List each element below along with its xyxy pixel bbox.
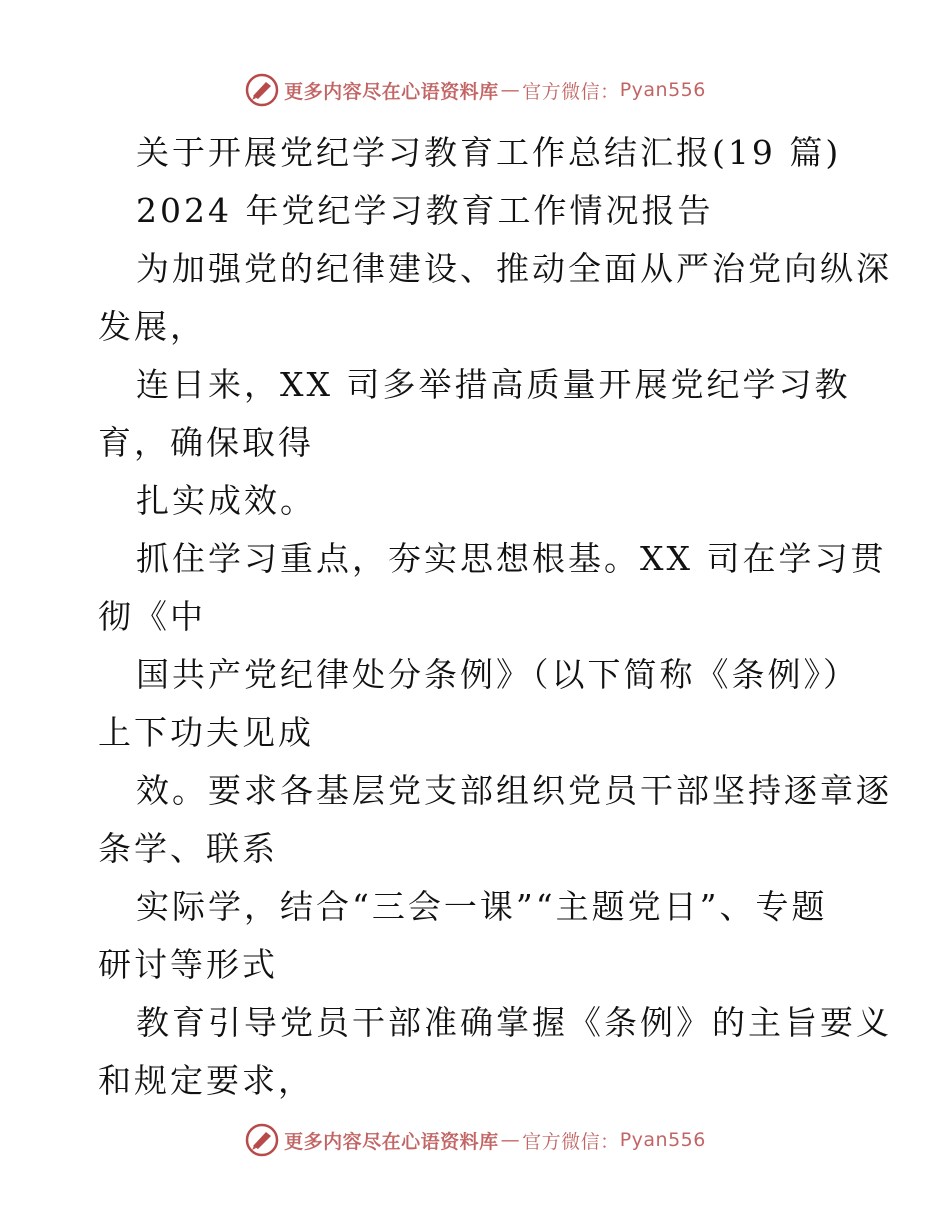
body-line: 效。要求各基层党支部组织党员干部坚持逐章逐: [136, 771, 892, 810]
body-line: 为加强党的纪律建设、推动全面从严治党向纵深: [136, 249, 892, 288]
report-subtitle: 2024 年党纪学习教育工作情况报告: [136, 191, 714, 230]
document-title: 关于开展党纪学习教育工作总结汇报(19 篇): [136, 133, 842, 172]
watermark-id: Pyan556: [619, 1129, 706, 1151]
pen-seal-icon: [244, 72, 280, 108]
body-line: 发展，: [98, 307, 206, 346]
pen-seal-icon: [244, 1122, 280, 1158]
watermark-separator: —: [500, 1129, 521, 1151]
body-line: 条学、联系: [98, 829, 278, 868]
body-line: 研讨等形式: [98, 945, 278, 984]
body-line: 抓住学习重点，夯实思想根基。XX 司在学习贯: [136, 539, 887, 578]
body-line: 扎实成效。: [136, 481, 316, 520]
body-line: 国共产党纪律处分条例》（以下简称《条例》）: [136, 655, 859, 694]
header-watermark: [0, 70, 950, 110]
body-line: 和规定要求，: [98, 1061, 314, 1100]
watermark-brand: 更多内容尽在心语资料库: [284, 1130, 499, 1153]
body-line: 彻《中: [98, 597, 206, 636]
watermark-label: 官方微信：: [522, 1130, 620, 1153]
watermark-brand: 更多内容尽在心语资料库: [284, 80, 499, 103]
footer-watermark: [0, 1120, 950, 1160]
watermark-id: Pyan556: [619, 79, 706, 101]
body-line: 育，确保取得: [98, 423, 314, 462]
body-line: 教育引导党员干部准确掌握《条例》的主旨要义: [136, 1003, 892, 1042]
watermark-label: 官方微信：: [522, 80, 620, 103]
body-line: 实际学，结合“三会一课”“主题党日”、专题: [136, 887, 828, 926]
body-line: 上下功夫见成: [98, 713, 314, 752]
document-body: [98, 124, 892, 1110]
body-line: 连日来，XX 司多举措高质量开展党纪学习教: [136, 365, 851, 404]
watermark-separator: —: [500, 79, 521, 101]
